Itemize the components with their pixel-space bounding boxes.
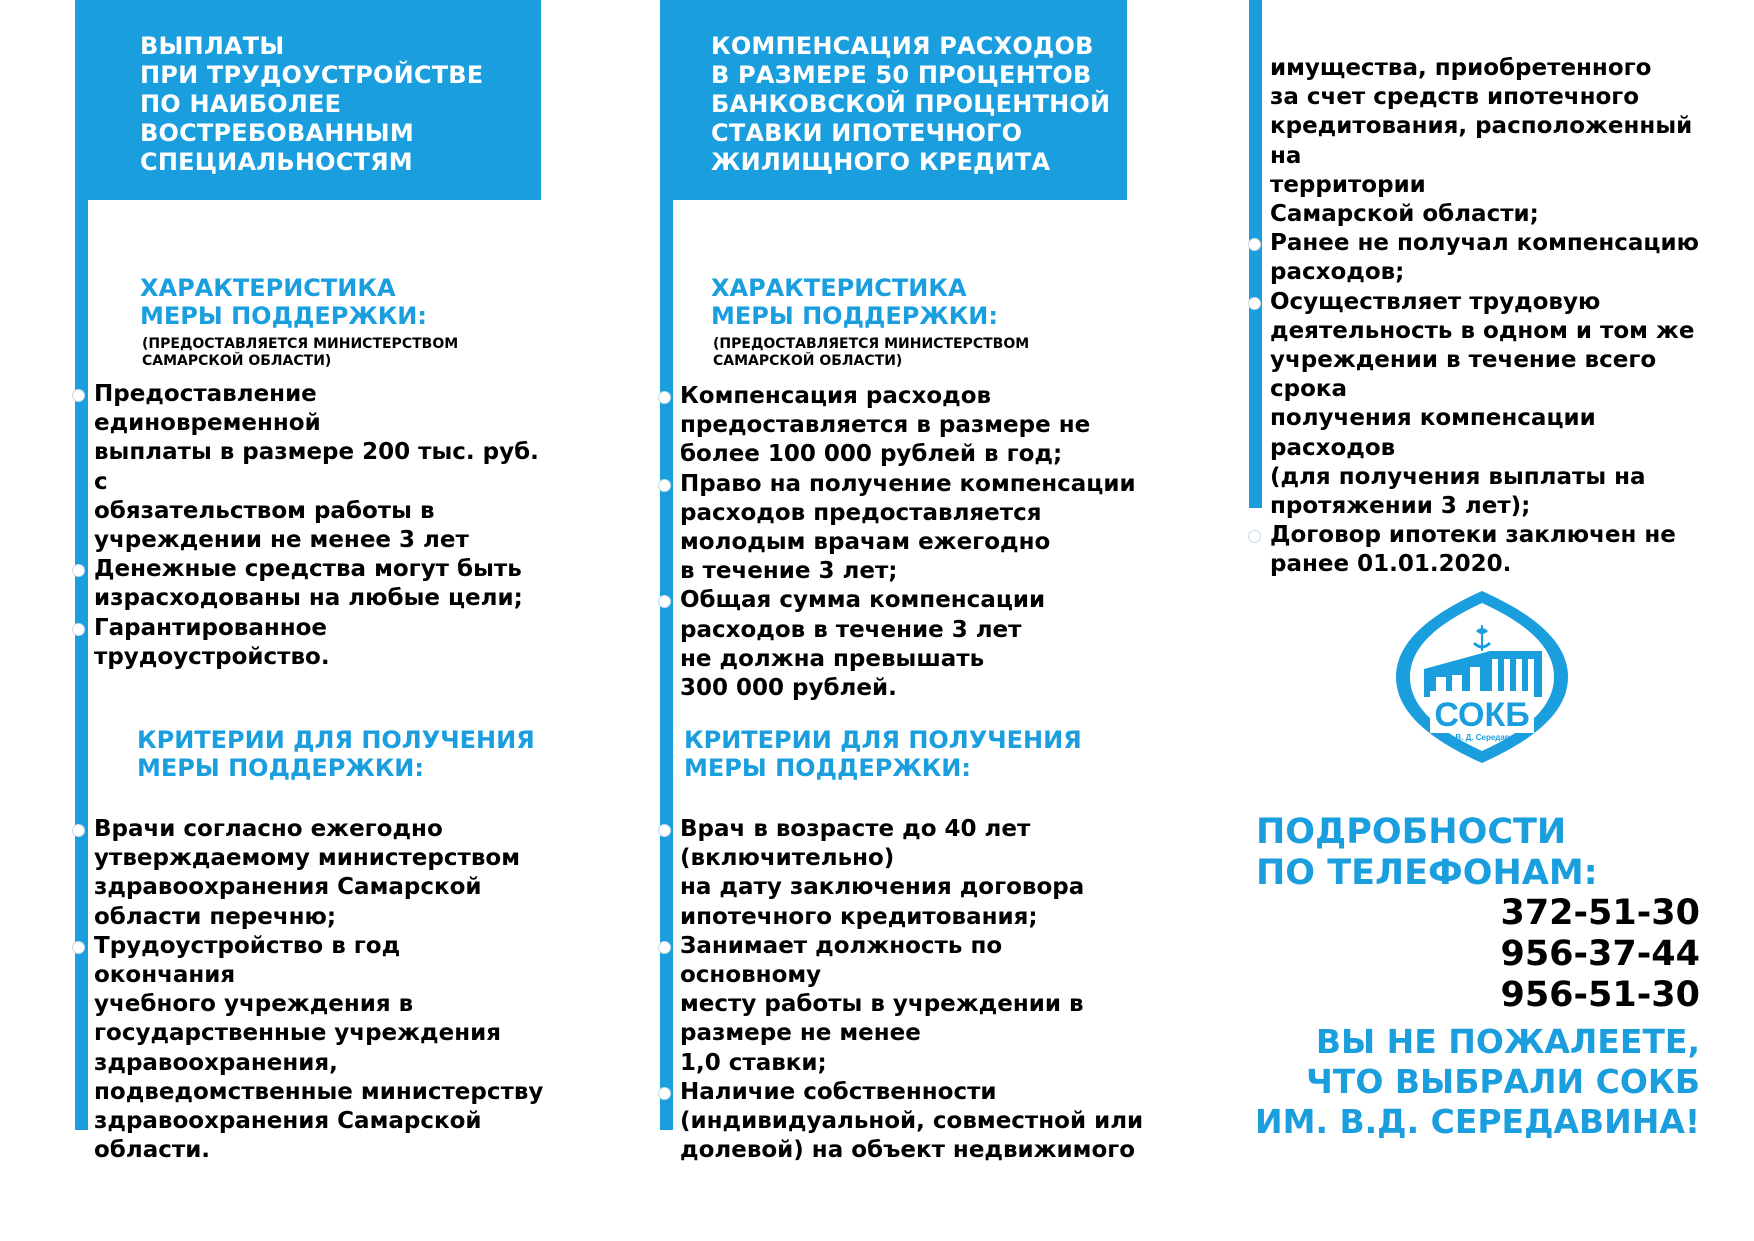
list-item: Денежные средства могут быть израсходованы на любые цели; (94, 555, 549, 613)
col3-criteria-list (1270, 54, 1715, 580)
col2-characteristic-title: ХАРАКТЕРИСТИКА МЕРЫ ПОДДЕРЖКИ: (711, 274, 998, 330)
list-item: Занимает должность по основному месту работы в учреждении в размере не менее 1,0 ставки; (680, 932, 1150, 1078)
phone-number[interactable]: 372-51-30 (1500, 893, 1700, 933)
sokb-logo (1390, 585, 1574, 769)
list-item: Врачи согласно ежегодно утверждаемому министерством здравоохранения Самарской области перечню; (94, 815, 549, 932)
phone-number[interactable]: 956-37-44 (1500, 934, 1700, 974)
col3-left-bar (1249, 0, 1262, 508)
list-item: Компенсация расходов предоставляется в размере не более 100 000 рублей в год; (680, 382, 1140, 470)
list-item: Трудоустройство в год окончания учебного учреждения в государственные учреждения здравоохранения, подведомственные министерству здравоохранения Самарской области. (94, 932, 549, 1166)
list-item: Гарантированное трудоустройство. (94, 614, 549, 672)
col1-left-bar (75, 200, 88, 1130)
col2-characteristic-list (680, 382, 1140, 703)
col2-characteristic-subtitle: (ПРЕДОСТАВЛЯЕТСЯ МИНИСТЕРСТВОМ САМАРСКОЙ ОБЛАСТИ) (713, 336, 1030, 369)
col1-header-title: ВЫПЛАТЫ ПРИ ТРУДОУСТРОЙСТВЕ ПО НАИБОЛЕЕ ВОСТРЕБОВАННЫМ СПЕЦИАЛЬНОСТЯМ (140, 32, 484, 176)
contact-title: ПОДРОБНОСТИ ПО ТЕЛЕФОНАМ: (1256, 812, 1598, 893)
phone-number[interactable]: 956-51-30 (1500, 975, 1700, 1015)
sokb-logo-emblem (1390, 585, 1574, 769)
col2-left-bar (660, 200, 673, 1130)
col1-criteria-title: КРИТЕРИИ ДЛЯ ПОЛУЧЕНИЯ МЕРЫ ПОДДЕРЖКИ: (137, 726, 535, 782)
col3-item: Осуществляет трудовую деятельность в одном и том же учреждении в течение всего срока получения компенсации расходов (для получения выплаты на протяжении 3 лет); (1270, 288, 1715, 522)
col3-item: Договор ипотеки заключен не ранее 01.01.2020. (1270, 521, 1715, 579)
slogan: ВЫ НЕ ПОЖАЛЕЕТЕ, ЧТО ВЫБРАЛИ СОКБ ИМ. В.Д. СЕРЕДАВИНА! (1255, 1022, 1700, 1141)
list-item: Общая сумма компенсации расходов в течение 3 лет не должна превышать 300 000 рублей. (680, 586, 1140, 703)
col1-characteristic-title: ХАРАКТЕРИСТИКА МЕРЫ ПОДДЕРЖКИ: (140, 274, 427, 330)
list-item: Право на получение компенсации расходов предоставляется молодым врачам ежегодно в течение 3 лет; (680, 470, 1140, 587)
list-item: Врач в возрасте до 40 лет (включительно) на дату заключения договора ипотечного кредитования; (680, 815, 1150, 932)
col2-criteria-list (680, 815, 1150, 1165)
col2-criteria-title: КРИТЕРИИ ДЛЯ ПОЛУЧЕНИЯ МЕРЫ ПОДДЕРЖКИ: (684, 726, 1082, 782)
list-item: Предоставление единовременной выплаты в размере 200 тыс. руб. с обязательством работы в учреждении не менее 3 лет (94, 380, 549, 555)
logo-subtext: им. В. Д. Середавина (1440, 733, 1524, 742)
col2-header-title: КОМПЕНСАЦИЯ РАСХОДОВ В РАЗМЕРЕ 50 ПРОЦЕНТОВ БАНКОВСКОЙ ПРОЦЕНТНОЙ СТАВКИ ИПОТЕЧНОГО ЖИЛИЩНОГО КРЕДИТА (711, 32, 1111, 176)
col3-continued-item: имущества, приобретенного за счет средств ипотечного кредитования, расположенный на территории Самарской области; (1270, 55, 1693, 228)
logo-text: СОКБ (1434, 696, 1530, 734)
col1-characteristic-list (94, 380, 549, 672)
phone-list (1420, 893, 1700, 1016)
col1-criteria-list (94, 815, 549, 1165)
list-item: Наличие собственности (индивидуальной, совместной или долевой) на объект недвижимого (680, 1078, 1150, 1166)
col3-item: Ранее не получал компенсацию расходов; (1270, 229, 1715, 287)
col1-characteristic-subtitle: (ПРЕДОСТАВЛЯЕТСЯ МИНИСТЕРСТВОМ САМАРСКОЙ ОБЛАСТИ) (142, 336, 459, 369)
